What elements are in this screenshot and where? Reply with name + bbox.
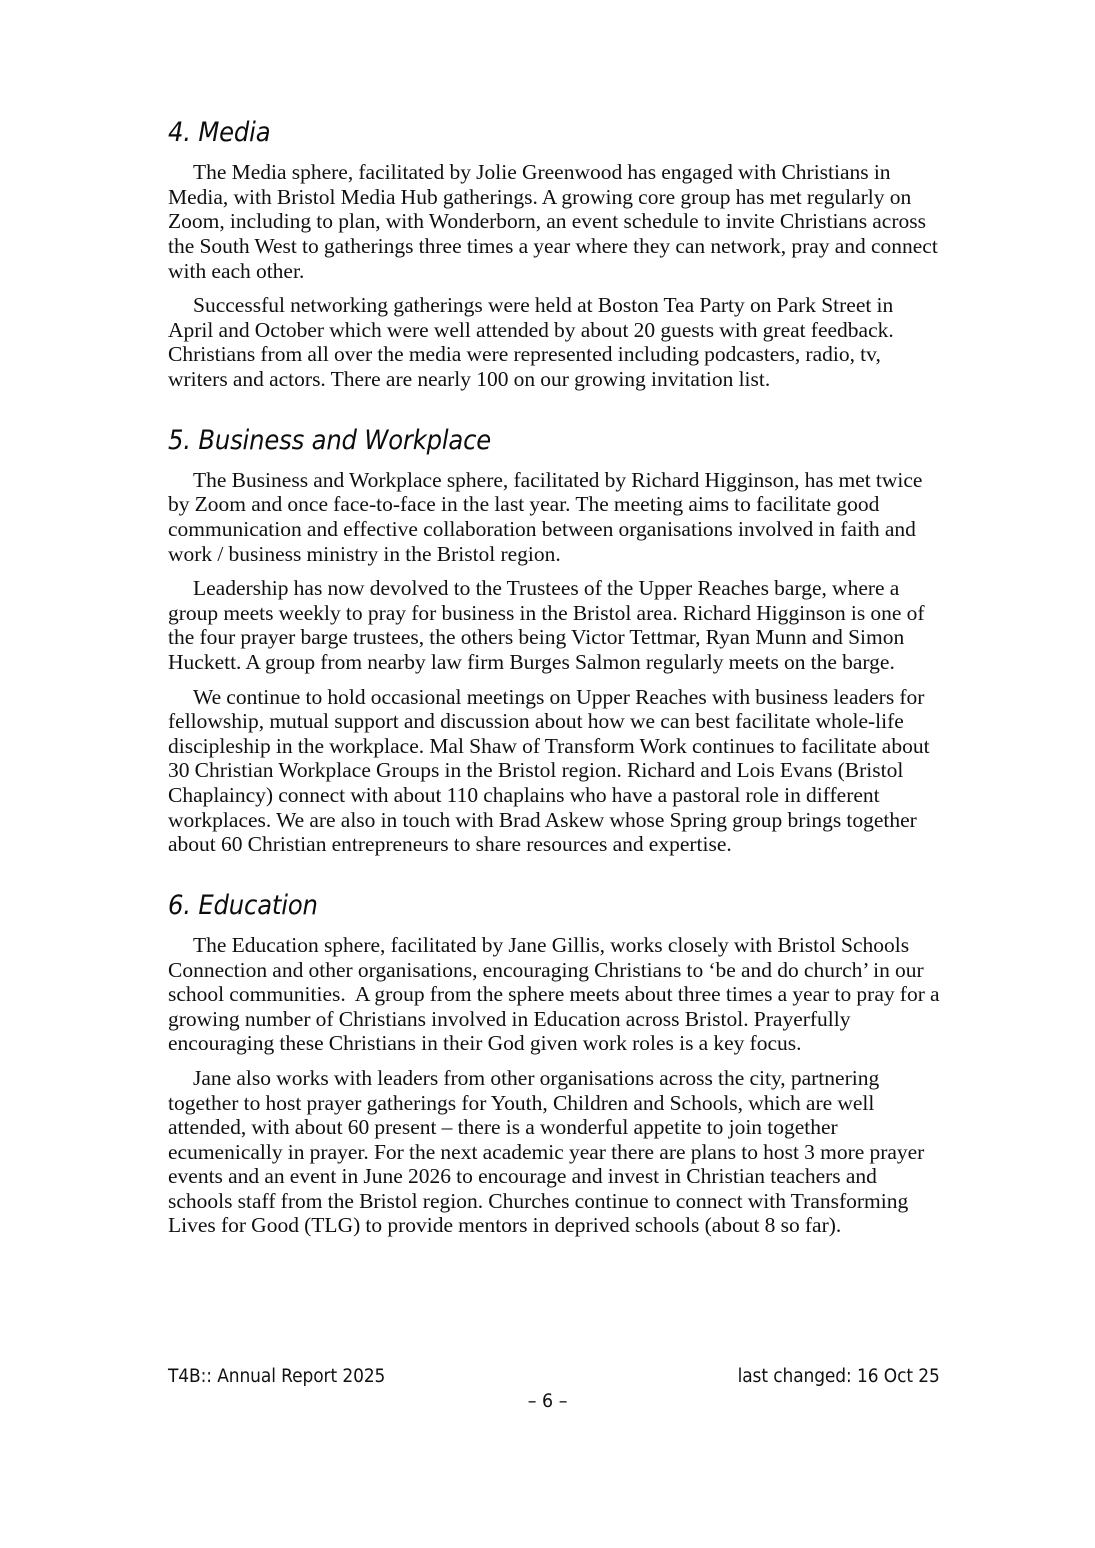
paragraph: The Media sphere, facilitated by Jolie Greenwood has engaged with Christians in Media, with Bristol Media Hub gatherings. A growing core group has met regularly on Zoom, including to plan, with Wonderborn, an event schedule to invite Christians across the South West to gatherings three times a year where they can network, pray and connect with each other. (168, 160, 943, 283)
paragraph: The Education sphere, facilitated by Jane Gillis, works closely with Bristol Schools Connection and other organisations, encouraging Christians to ‘be and do church’ in our school communities. A group from the sphere meets about three times a year to pray for a growing number of Christians involved in Education across Bristol. Prayerfully encouraging these Christians in their God given work roles is a key focus. (168, 932, 945, 1056)
page-content (168, 117, 945, 1248)
footer-document-title: T4B:: Annual Report 2025 (168, 1366, 386, 1387)
paragraph: Successful networking gatherings were held at Boston Tea Party on Park Street in April and October which were well attended by about 20 guests with great feedback. Christians from all over the media were represented including podcasters, radio, tv, writers and actors. There are nearly 100 on our growing invitation list. (168, 293, 899, 391)
section-heading-media: 4. Media (168, 117, 271, 148)
footer-row (168, 1366, 940, 1387)
section-heading-education: 6. Education (168, 889, 318, 921)
page-number-label: – 6 – (527, 1390, 568, 1412)
page-number (0, 1390, 1095, 1412)
section-heading-business-and-workplace: 5. Business and Workplace (168, 424, 492, 456)
paragraph: We continue to hold occasional meetings on Upper Reaches with business leaders for fellowship, mutual support and discussion about how we can best facilitate whole-life discipleship in the workplace. Mal Shaw of Transform Work continues to facilitate about 30 Christian Workplace Groups in the Bristol region. Richard and Lois Evans (Bristol Chaplaincy) connect with about 110 chaplains who have a pastoral role in different workplaces. We are also in touch with Brad Askew whose Spring group brings together about 60 Christian entrepreneurs to share resources and expertise. (168, 684, 935, 857)
paragraph: Leadership has now devolved to the Trustees of the Upper Reaches barge, where a group meets weekly to pray for business in the Bristol area. Richard Higginson is one of the four prayer barge trustees, the others being Victor Tettmar, Ryan Munn and Simon Huckett. A group from nearby law firm Burges Salmon regularly meets on the barge. (168, 576, 930, 674)
paragraph: The Business and Workplace sphere, facilitated by Richard Higginson, has met twice by Zoom and once face-to-face in the last year. The meeting aims to facilitate good communication and effective collaboration between organisations involved in faith and work / business ministry in the Bristol region. (168, 467, 928, 566)
footer-last-changed: last changed: 16 Oct 25 (737, 1366, 940, 1387)
paragraph: Jane also works with leaders from other organisations across the city, partnering together to host prayer gatherings for Youth, Children and Schools, which are well attended, with about 60 present – there is a wonderful appetite to join together ecumenically in prayer. For the next academic year there are plans to host 3 more prayer events and an event in June 2026 to encourage and invest in Christian teachers and schools staff from the Bristol region. Churches continue to connect with Transforming Lives for Good (TLG) to provide mentors in deprived schools (about 8 so far). (168, 1065, 930, 1238)
